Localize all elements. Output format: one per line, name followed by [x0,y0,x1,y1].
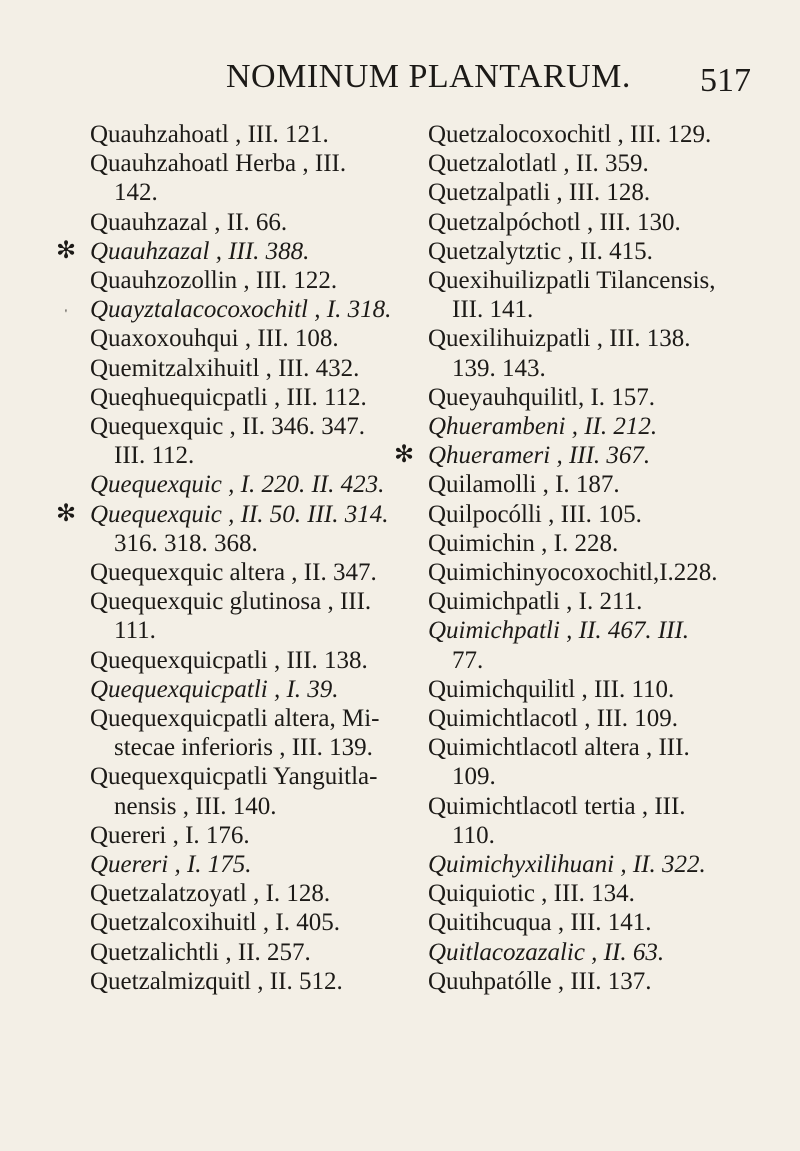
page-number: 517 [700,62,751,99]
left-column [55,120,430,996]
entry-line: Qhuerameri , III. 367. [428,442,651,470]
entry-line: Quilamolli , I. 187. [428,471,620,499]
index-entry [428,470,768,499]
entry-line: Quiquiotic , III. 134. [428,880,635,908]
index-entry [90,587,430,645]
index-entry [90,821,430,850]
index-entry [428,500,768,529]
index-entry [428,178,768,207]
entry-line: Quetzalatzoyatl , I. 128. [90,880,331,908]
index-entry [428,879,768,908]
entry-line: Quitlacozazalic , II. 63. [428,938,665,966]
entry-line: Quimichpatli , I. 211. [428,588,643,616]
entry-line: Quauhzazal , III. 388. [90,237,310,265]
index-entry [90,879,430,908]
index-entry [428,704,768,733]
entry-line: Quimichtlacotl tertia , III. [428,792,686,820]
index-entry [428,587,768,616]
entry-line: Quayztalacocoxochitl , I. 318. [90,296,392,324]
entry-line: Quimichinyocoxochitl,I.228. [428,559,718,587]
index-entry [428,149,768,178]
dot-marker: ' [64,306,68,321]
entry-line: Quereri , I. 175. [90,851,252,879]
entry-line: Quequexquic , II. 50. III. 314. [90,500,389,528]
entry-line: Quexilihuizpatli , III. 138. [428,325,691,353]
entry-line: Queyauhquilitl, I. 157. [428,383,656,411]
index-entry [90,850,430,879]
entry-line: Quaxoxouhqui , III. 108. [90,325,339,353]
index-entry [393,441,768,470]
entry-line: Quetzalotlatl , II. 359. [428,150,649,178]
entry-line: Quequexquic , I. 220. II. 423. [90,471,385,499]
entry-line: Quimichin , I. 228. [428,529,619,557]
entry-line: Queqhuequicpatli , III. 112. [90,383,367,411]
entry-line: Quetzalpatli , III. 128. [428,179,651,207]
entry-line: Quuhpatólle , III. 137. [428,967,652,995]
entry-continuation: nensis , III. 140. [114,792,277,820]
entry-line: Quetzalytztic , II. 415. [428,237,653,265]
index-entry [428,529,768,558]
entry-continuation: 77. [452,646,484,674]
asterisk-marker: ✻ [393,442,415,469]
entry-line: Quetzalcoxihuitl , I. 405. [90,909,340,937]
entry-line: Quetzalmizquitl , II. 512. [90,967,343,995]
index-entry [90,704,430,762]
entry-line: Quimichtlacotl altera , III. [428,734,690,762]
index-entry [55,237,430,266]
index-entry [428,383,768,412]
index-entry [428,266,768,324]
entry-line: Quetzalpóchotl , III. 130. [428,208,681,236]
index-entry [428,733,768,791]
index-entry [428,120,768,149]
index-entry [64,295,430,324]
entry-line: Quimichquilitl , III. 110. [428,675,675,703]
index-entry [428,412,768,441]
index-entry [90,208,430,237]
running-title: NOMINUM PLANTARUM. [226,58,631,95]
entry-continuation: III. 112. [114,442,195,470]
entry-line: Quauhzozollin , III. 122. [90,267,338,295]
index-entry [90,120,430,149]
entry-line: Quitihcuqua , III. 141. [428,909,652,937]
entry-continuation: 109. [452,763,496,791]
index-entry [90,908,430,937]
index-entry [90,383,430,412]
entry-line: Quetzalocoxochitl , III. 129. [428,121,712,148]
index-entry [90,558,430,587]
entry-line: Quereri , I. 176. [90,821,250,849]
entry-line: Quetzalichtli , II. 257. [90,938,311,966]
entry-line: Quequexquicpatli altera, Mi- [90,705,380,733]
index-entry [55,500,430,558]
entry-line: Quauhzahoatl , III. 121. [90,121,329,148]
index-entry [428,324,768,382]
asterisk-marker: ✻ [55,237,77,264]
index-entry [428,850,768,879]
entry-continuation: 316. 318. 368. [114,529,258,557]
index-entry [428,792,768,850]
index-entry [90,324,430,353]
entry-line: Quequexquic altera , II. 347. [90,559,377,587]
entry-line: Quequexquicpatli , I. 39. [90,675,339,703]
index-entry [90,675,430,704]
entry-line: Quimichpatli , II. 467. III. [428,617,690,645]
index-entry [90,646,430,675]
index-entry [428,616,768,674]
index-entry [90,354,430,383]
entry-line: Quequexquicpatli , III. 138. [90,646,368,674]
entry-line: Quequexquic , II. 346. 347. [90,413,365,441]
index-entry [90,967,430,996]
index-entry [90,470,430,499]
index-entry [428,967,768,996]
index-entry [428,908,768,937]
index-entry [90,762,430,820]
index-entry [428,558,768,587]
entry-continuation: 142. [114,179,158,207]
entry-continuation: 111. [114,617,156,645]
entry-line: Quimichyxilihuani , II. 322. [428,851,706,879]
entry-line: Quauhzahoatl Herba , III. [90,150,347,178]
entry-line: Quimichtlacotl , III. 109. [428,705,678,733]
entry-continuation: stecae inferioris , III. 139. [114,734,373,762]
entry-line: Quexihuilizpatli Tilancensis, [428,267,716,295]
index-entry [428,938,768,967]
entry-continuation: III. 141. [452,296,534,324]
index-entry [90,149,430,207]
entry-line: Quequexquic glutinosa , III. [90,588,372,616]
entry-line: Qhuerambeni , II. 212. [428,413,658,441]
index-entry [428,237,768,266]
entry-continuation: 110. [452,821,495,849]
index-entry [90,938,430,967]
right-column [393,120,768,996]
page-header [0,58,800,108]
entry-line: Quauhzazal , II. 66. [90,208,288,236]
entry-line: Quilpocólli , III. 105. [428,500,642,528]
entry-line: Quemitzalxihuitl , III. 432. [90,354,360,382]
index-entry [90,266,430,295]
asterisk-marker: ✻ [55,500,77,527]
entry-continuation: 139. 143. [452,354,546,382]
index-entry [428,675,768,704]
index-entry [428,208,768,237]
index-entry [90,412,430,470]
entry-line: Quequexquicpatli Yanguitla- [90,763,378,791]
